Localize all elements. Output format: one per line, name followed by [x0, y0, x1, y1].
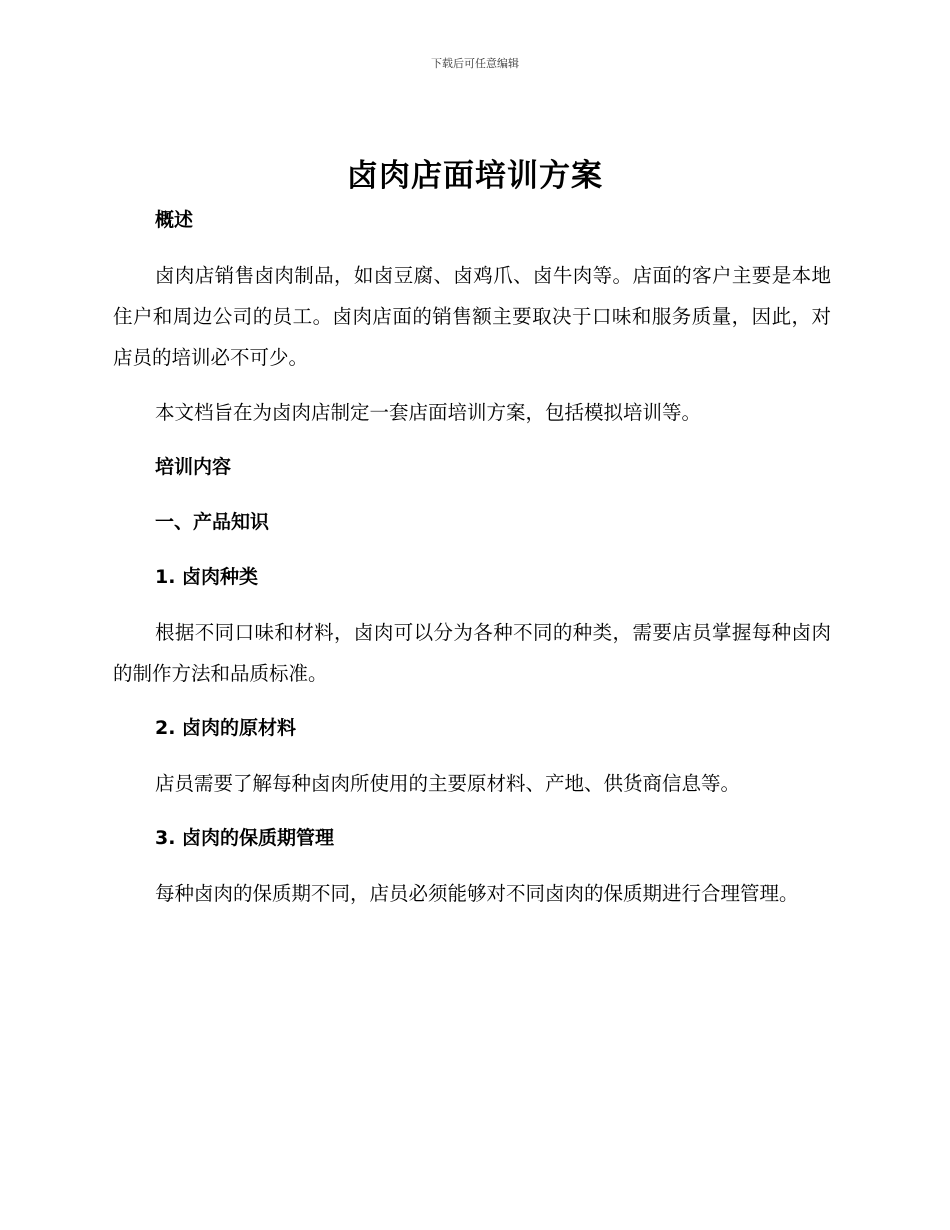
section-heading-training: 培训内容 [155, 456, 232, 478]
paragraph-overview-2: 本文档旨在为卤肉店制定一套店面培训方案，包括模拟培训等。 [155, 401, 702, 424]
subsection-heading-shelf-life: 3. 卤肉的保质期管理 [155, 827, 335, 849]
paragraph-overview-1: 卤肉店销售卤肉制品，如卤豆腐、卤鸡爪、卤牛肉等。店面的客户主要是本地住户和周边公司的员工。卤肉店面的销售额主要取决于口味和服务质量，因此，对店员的培训必不可少。 [113, 264, 831, 369]
paragraph-shelf-life: 每种卤肉的保质期不同，店员必须能够对不同卤肉的保质期进行合理管理。 [155, 882, 799, 905]
document-title: 卤肉店面培训方案 [347, 158, 603, 194]
section-heading-overview: 概述 [155, 209, 194, 231]
paragraph-types: 根据不同口味和材料，卤肉可以分为各种不同的种类，需要店员掌握每种卤肉的制作方法和品质标准。 [113, 621, 831, 685]
paragraph-materials: 店员需要了解每种卤肉所使用的主要原材料、产地、供货商信息等。 [155, 772, 741, 795]
subsection-heading-types: 1. 卤肉种类 [155, 566, 259, 588]
header-note: 下载后可任意编辑 [431, 57, 519, 70]
section-heading-product-knowledge: 一、产品知识 [155, 511, 270, 533]
document-body [113, 200, 831, 928]
subsection-heading-materials: 2. 卤肉的原材料 [155, 717, 297, 739]
